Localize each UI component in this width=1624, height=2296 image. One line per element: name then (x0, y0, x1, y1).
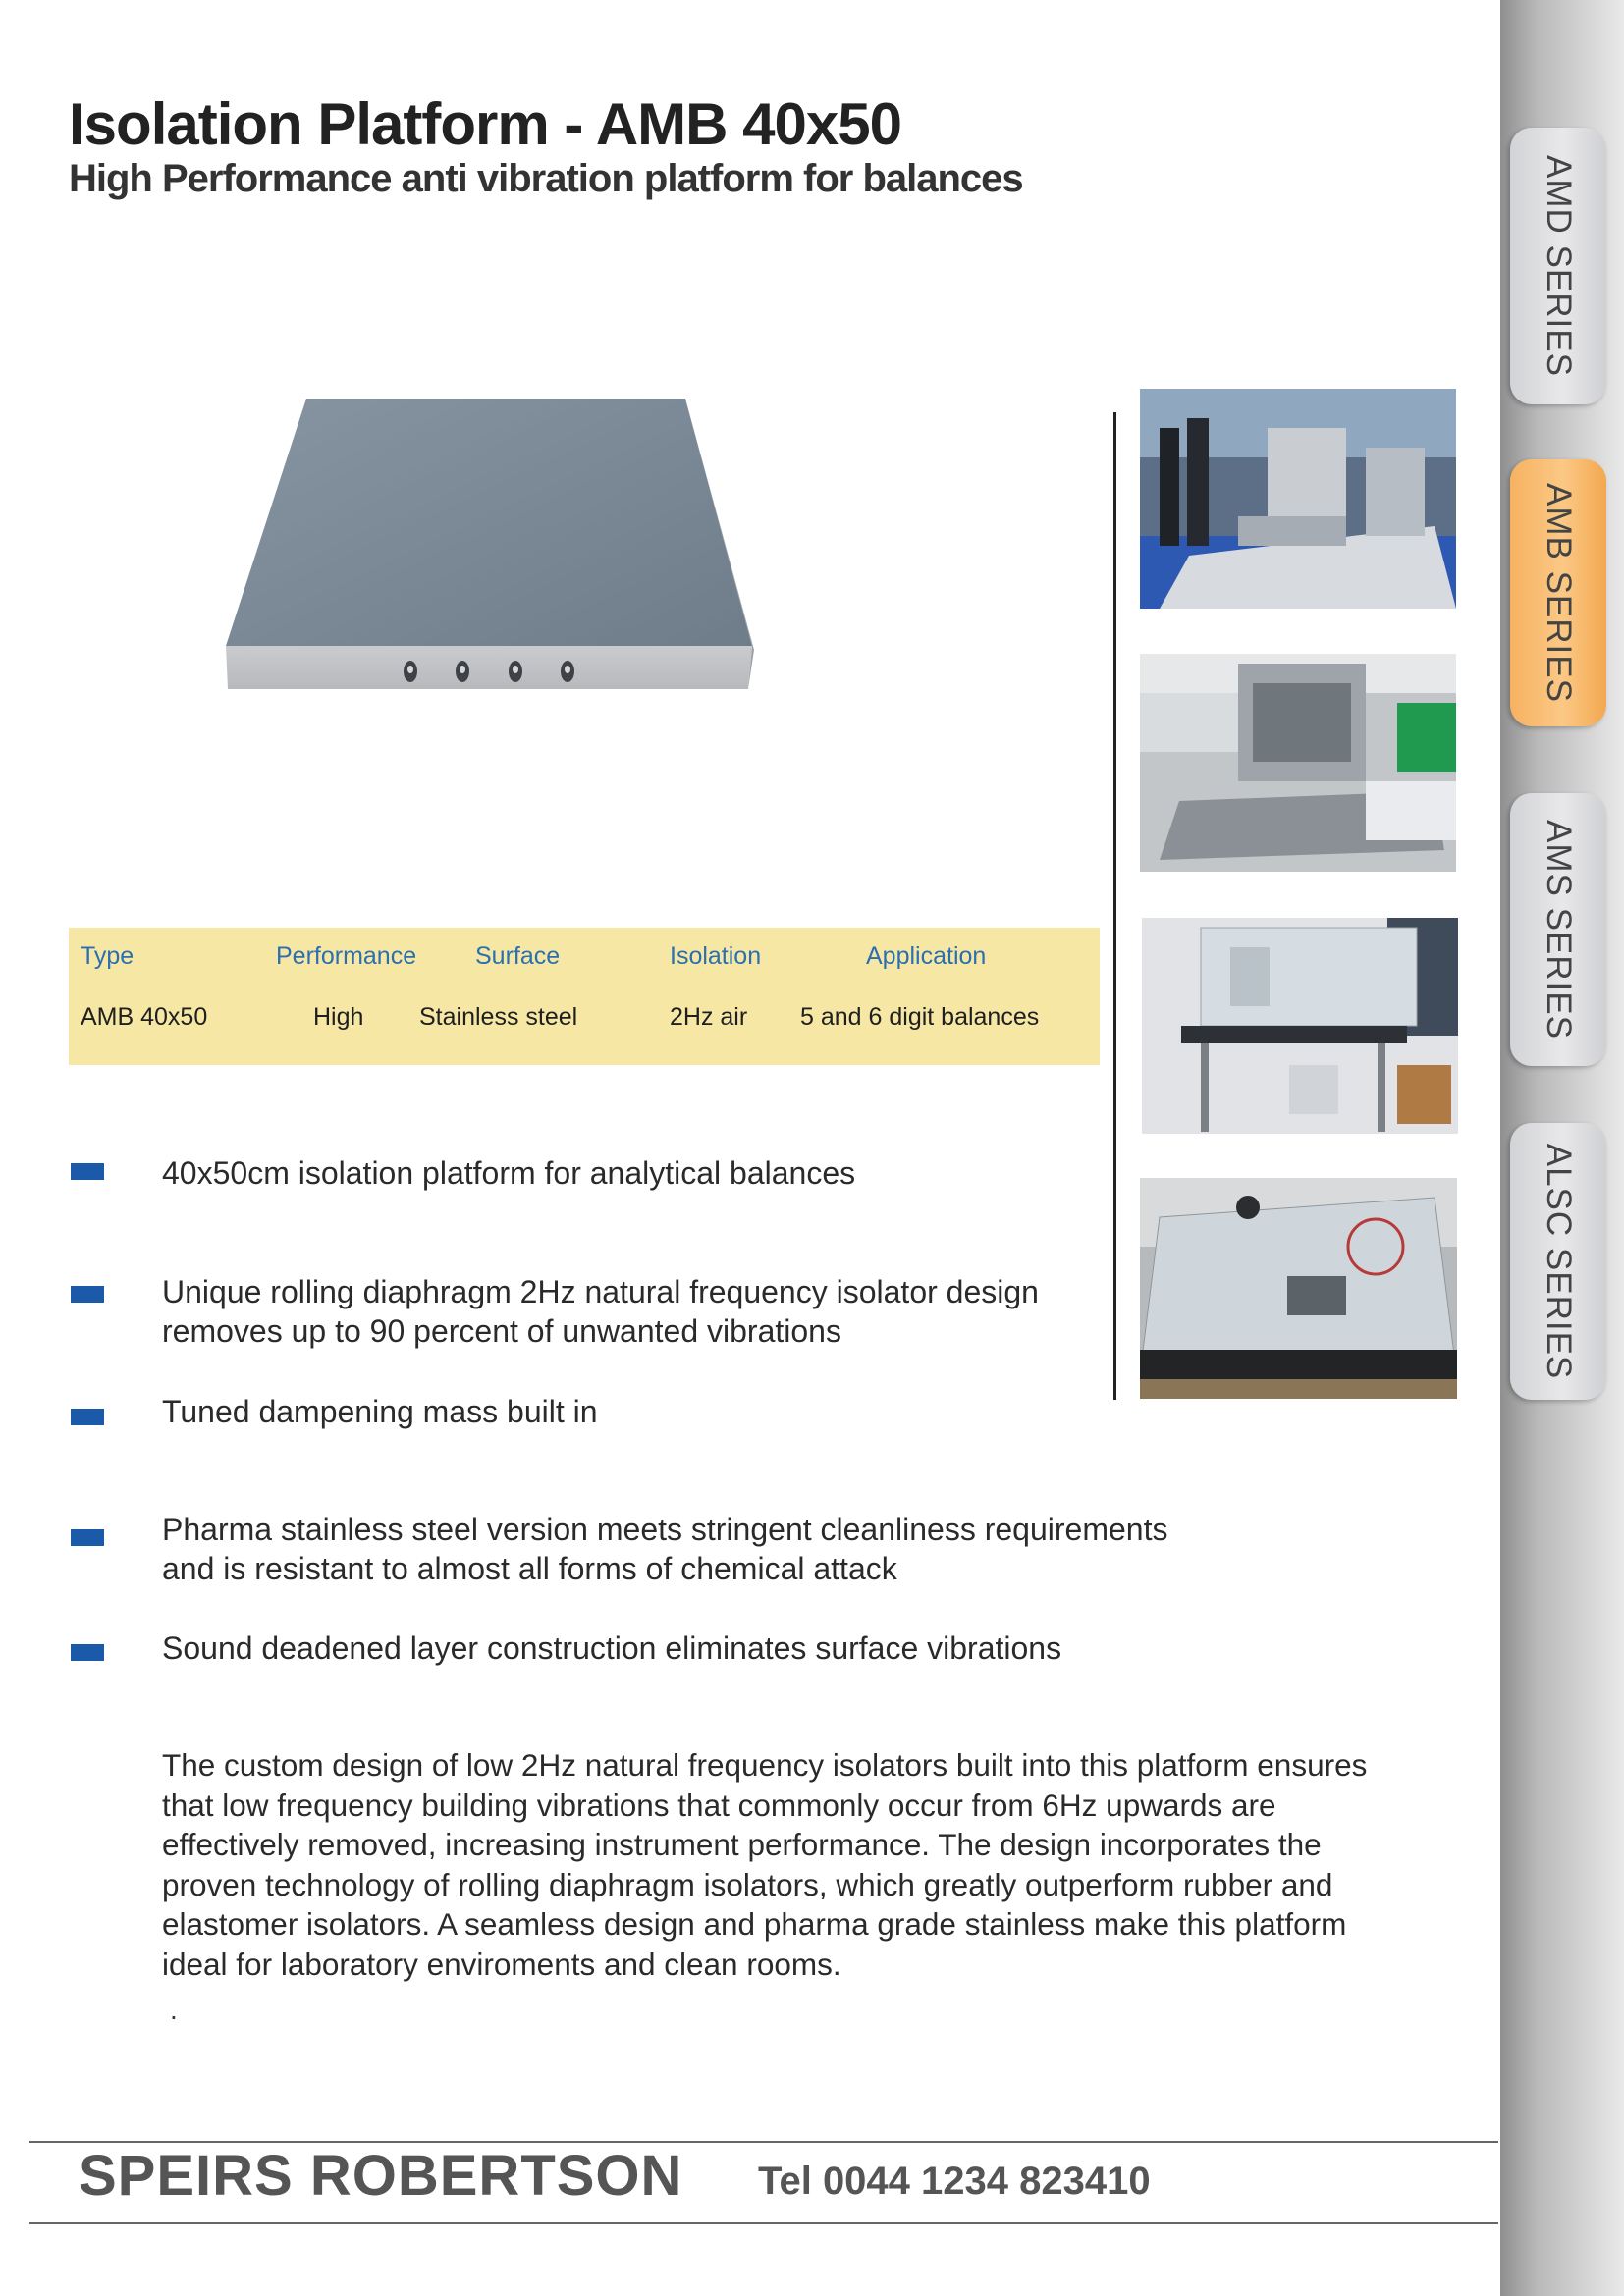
bullet-line: Tuned dampening mass built in (162, 1394, 598, 1429)
bullet-marker (71, 1286, 104, 1303)
page-title: Isolation Platform - AMB 40x50 (69, 91, 901, 157)
footer-telephone: Tel 0044 1234 823410 (758, 2160, 1151, 2203)
product-image (216, 393, 766, 697)
bullet-marker (71, 1644, 104, 1661)
value-type: AMB 40x50 (81, 1003, 208, 1031)
value-application: 5 and 6 digit balances (800, 1003, 1040, 1031)
bullet-line: removes up to 90 percent of unwanted vibrations (162, 1313, 841, 1349)
bullet-marker (71, 1409, 104, 1425)
tab-amb-series[interactable] (1510, 459, 1606, 726)
tab-label: AMD SERIES (1540, 155, 1578, 377)
tab-label: ALSC SERIES (1540, 1143, 1578, 1380)
description-line: effectively removed, increasing instrument performance. The design incorporates the (162, 1827, 1322, 1862)
description-line: that low frequency building vibrations that commonly occur from 6Hz upwards are (162, 1787, 1276, 1823)
bullet-line: Unique rolling diaphragm 2Hz natural frequency isolator design (162, 1274, 1039, 1309)
workstation-photo (1142, 918, 1458, 1134)
description-line: ideal for laboratory enviroments and clean rooms. (162, 1946, 841, 1982)
header-application: Application (866, 942, 987, 970)
header-surface: Surface (475, 942, 561, 970)
tab-label: AMB SERIES (1540, 483, 1578, 703)
header-type: Type (81, 942, 135, 970)
tab-label: AMS SERIES (1540, 820, 1578, 1040)
page-subtitle: High Performance anti vibration platform for balances (69, 157, 1023, 200)
description-line: proven technology of rolling diaphragm isolators, which greatly outperform rubber and (162, 1866, 1333, 1902)
header-performance: Performance (276, 942, 417, 970)
footer-brand: SPEIRS ROBERTSON (79, 2144, 683, 2208)
value-isolation: 2Hz air (670, 1003, 748, 1031)
exhibition-photo (1140, 389, 1456, 609)
bullet-line: 40x50cm isolation platform for analytical balances (162, 1155, 856, 1191)
description-line: The custom design of low 2Hz natural frequency isolators built into this platform ensures (162, 1747, 1368, 1783)
description-paragraph (162, 1745, 1380, 1984)
value-surface: Stainless steel (419, 1003, 578, 1031)
description-line: elastomer isolators. A seamless design and pharma grade stainless make this platform (162, 1906, 1347, 1942)
feature-bullet-2 (162, 1272, 1242, 1351)
header-isolation: Isolation (670, 942, 762, 970)
trailing-mark: . (170, 1995, 178, 2025)
feature-bullet-3 (162, 1392, 1242, 1431)
bullet-line: Pharma stainless steel version meets stringent cleanliness requirements (162, 1512, 1168, 1547)
bullet-marker (71, 1529, 104, 1546)
tab-ams-series[interactable] (1510, 793, 1606, 1066)
feature-bullet-4 (162, 1510, 1242, 1588)
feature-bullet-5 (162, 1629, 1242, 1668)
tab-amd-series[interactable] (1510, 128, 1606, 404)
tab-alsc-series[interactable] (1510, 1123, 1606, 1400)
spec-table (69, 928, 1100, 1065)
vertical-divider (1113, 412, 1116, 1400)
value-performance: High (313, 1003, 364, 1031)
footer-divider-bottom (29, 2222, 1498, 2224)
bullet-line: and is resistant to almost all forms of chemical attack (162, 1551, 897, 1586)
feature-bullet-1 (162, 1153, 1242, 1193)
bullet-line: Sound deadened layer construction eliminates surface vibrations (162, 1630, 1062, 1666)
bullet-marker (71, 1163, 104, 1180)
lab-balance-photo (1140, 654, 1456, 872)
